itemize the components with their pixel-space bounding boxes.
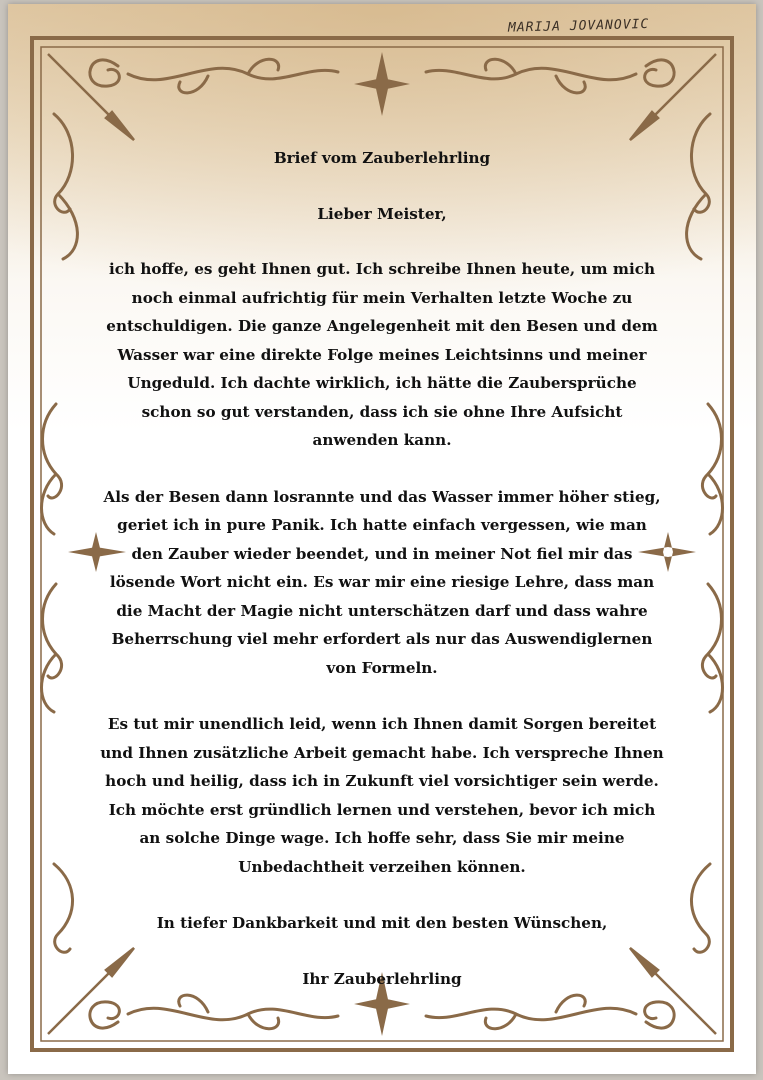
letter-title: Brief vom Zauberlehrling	[273, 149, 491, 167]
letter-paragraph-3: Es tut mir unendlich leid, wenn ich Ihnen damit Sorgen bereitet und Ihnen zusätzliche Arbeit gemacht habe. Ich verspreche Ihnen hoch und heilig, dass ich in Zukunft viel vorsichtiger sein werde. Ich möchte erst gründlich lernen und verstehen, bevor ich mich an solche Dinge wage. Ich hoffe sehr, dass Sie mir meine Unbedachtheit verzeihen können.	[100, 715, 664, 876]
letter-paragraph-1: ich hoffe, es geht Ihnen gut. Ich schreibe Ihnen heute, um mich noch einmal aufrichtig für mein Verhalten letzte Woche zu entschuldigen. Die ganze Angelegenheit mit den Besen und dem Wasser war eine direkte Folge meines Leichtsinns und meiner Ungeduld. Ich dachte wirklich, ich hätte die Zaubersprüche schon so gut verstanden, dass ich sie ohne Ihre Aufsicht anwenden kann.	[106, 260, 658, 449]
letter-paragraph-2: Als der Besen dann losrannte und das Wasser immer höher stieg, geriet ich in pure Panik. Ich hatte einfach vergessen, wie man den Zauber wieder beendet, und in meiner Not fiel mir das lösende Wort nicht ein. Es war mir eine riesige Lehre, dass man die Macht der Magie nicht unterschätzen darf und dass wahre Beherrschung viel mehr erfordert als nur das Auswendiglernen von Formeln.	[103, 487, 661, 677]
diamond-star-icon	[354, 52, 410, 116]
letter-body	[100, 144, 664, 993]
letter-closing: In tiefer Dankbarkeit und mit den besten Wünschen,	[156, 914, 608, 932]
letter-signoff: Ihr Zauberlehrling	[302, 969, 462, 988]
handwritten-signature: MARIJA JOVANOVIC	[507, 16, 650, 36]
letter-greeting: Lieber Meister,	[317, 204, 447, 223]
letter-sheet	[8, 4, 756, 1074]
